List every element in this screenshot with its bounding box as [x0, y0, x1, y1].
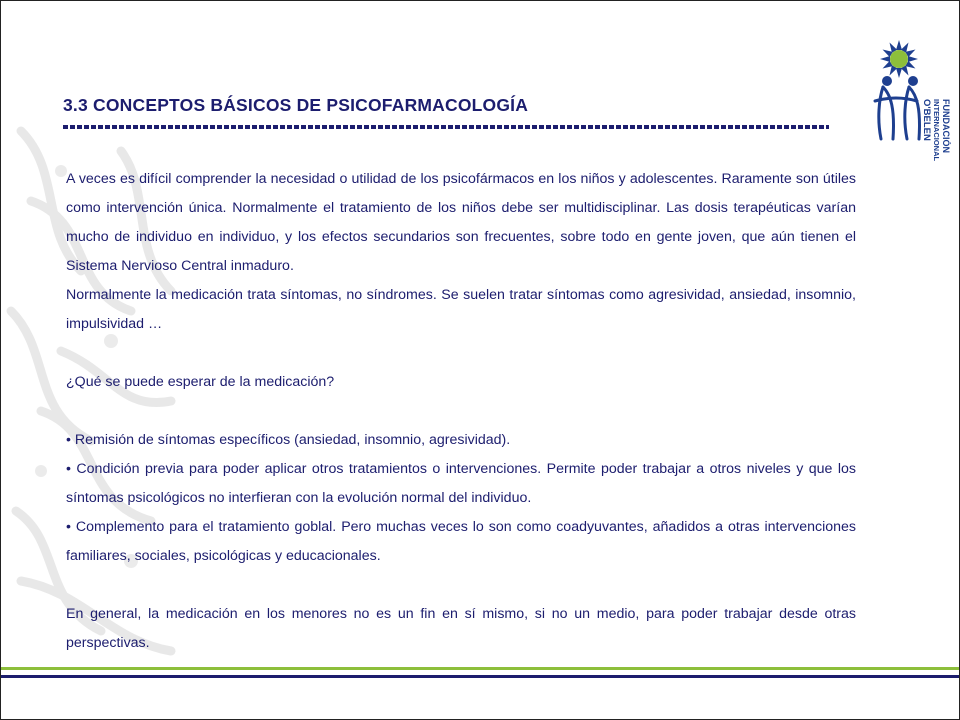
bottom-rule-navy: [1, 675, 959, 678]
paragraph-intro: A veces es difícil comprender la necesidad o utilidad de los psicofármacos en los niños y adolescentes. Raramente son útiles como intervención única. Normalmente el tratamiento de los niños debe ser multidisciplinar. Las dosis terapéuticas varían mucho de individuo en individuo, y los efectos secundarios son frecuentes, sobre todo en gente joven, que aún tienen el Sistema Nervioso Central inmaduro.: [66, 171, 856, 274]
bullet-item-precondition: • Condición previa para poder aplicar otros tratamientos o intervenciones. Permite poder trabajar a otros niveles y que los síntomas psicológicos no interfieran con la evolución normal del individuo.: [66, 461, 856, 506]
logo-line-obelen: O'BELEN: [921, 99, 932, 141]
spacer: [66, 397, 856, 426]
logo-wordmark: [921, 99, 951, 179]
bottom-rule-green: [1, 667, 959, 670]
bullet-item-remission: • Remisión de síntomas específicos (ansiedad, insomnio, agresividad).: [66, 432, 511, 448]
spacer: [66, 571, 856, 600]
logo-line-internacional: INTERNACIONAL: [932, 99, 941, 162]
logo-line-fundacion: FUNDACIÓN: [941, 99, 951, 153]
paragraph-conclusion: En general, la medicación en los menores no es un fin en sí mismo, si no un medio, para poder trabajar desde otras perspectivas.: [66, 606, 856, 651]
paragraph-symptoms: Normalmente la medicación trata síntomas, no síndromes. Se suelen tratar síntomas como agresividad, ansiedad, insomnio, impulsividad …: [66, 287, 856, 332]
body-text: [66, 165, 856, 658]
bullet-item-complement: • Complemento para el tratamiento goblal. Pero muchas veces lo son como coadyuvantes, añadidos a otras intervenciones familiares, sociales, psicológicas y educacionales.: [66, 519, 856, 564]
spacer: [66, 339, 856, 368]
question-heading: ¿Qué se puede esperar de la medicación?: [66, 374, 335, 390]
slide-title: 3.3 CONCEPTOS BÁSICOS DE PSICOFARMACOLOGÍA: [63, 95, 529, 115]
dashed-divider: [63, 125, 829, 129]
